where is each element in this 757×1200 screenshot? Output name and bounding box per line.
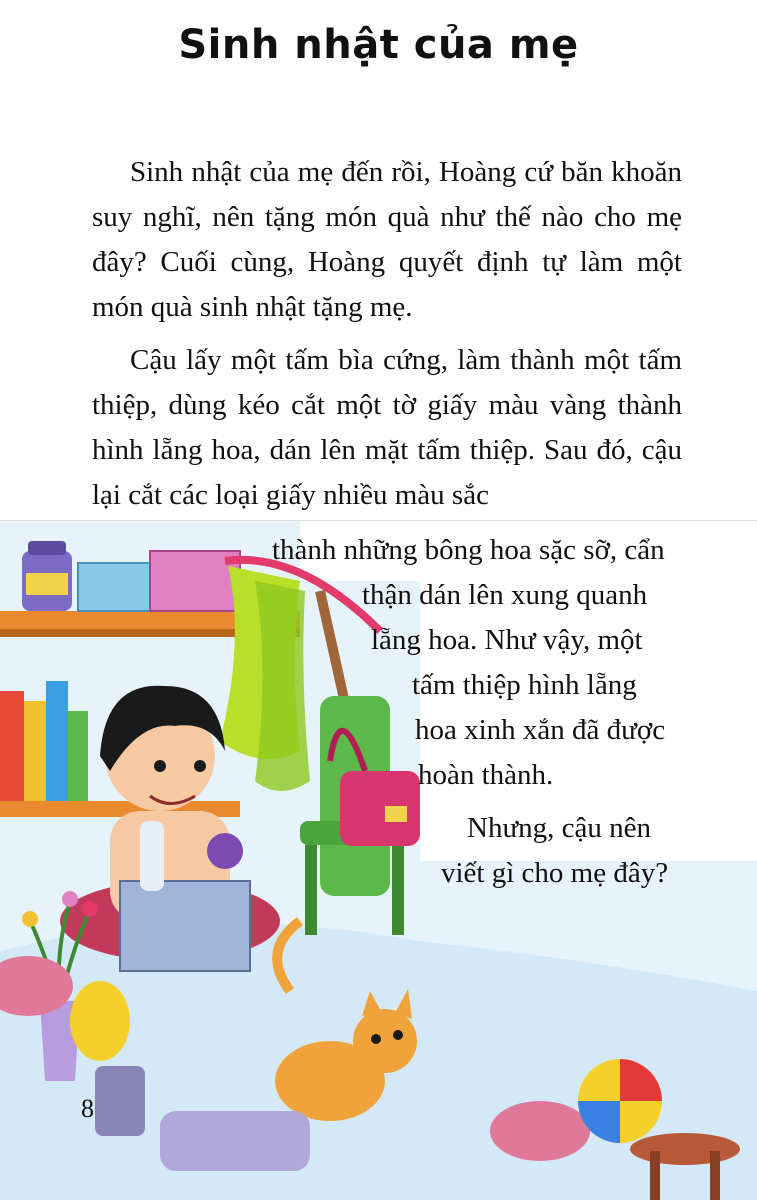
wrap-line-2: thận dán lên xung quanh [362, 579, 648, 611]
wrap-line-6: hoàn thành. [418, 759, 554, 791]
page-number: 8 [81, 1094, 94, 1123]
page-title: Sinh nhật của mẹ [178, 22, 579, 68]
wrap-line-3: lẵng hoa. Như vậy, một [371, 624, 643, 656]
wrap-line-4: tấm thiệp hình lẵng [412, 669, 637, 701]
story-paragraph-1 [92, 150, 682, 330]
paragraph-2-text: Cậu lấy một tấm bìa cứng, làm thành một tấm thiệp, dùng kéo cắt một tờ giấy màu vàng thành hình lẵng hoa, dán lên mặt tấm thiệp. Sau đó, cậu lại cắt các loại giấy nhiều màu sắc [92, 344, 682, 511]
closing-line-2: viết gì cho mẹ đây? [441, 857, 669, 889]
paragraph-1-text: Sinh nhật của mẹ đến rồi, Hoàng cứ băn khoăn suy nghĩ, nên tặng món quà như thế nào cho mẹ đây? Cuối cùng, Hoàng quyết định tự làm một món quà sinh nhật tặng mẹ. [92, 156, 682, 323]
wrap-line-1: thành những bông hoa sặc sỡ, cẩn [272, 534, 665, 566]
story-paragraph-2 [92, 338, 682, 518]
wrap-line-5: hoa xinh xắn đã được [415, 714, 666, 746]
closing-line-1: Nhưng, cậu nên [467, 812, 652, 844]
